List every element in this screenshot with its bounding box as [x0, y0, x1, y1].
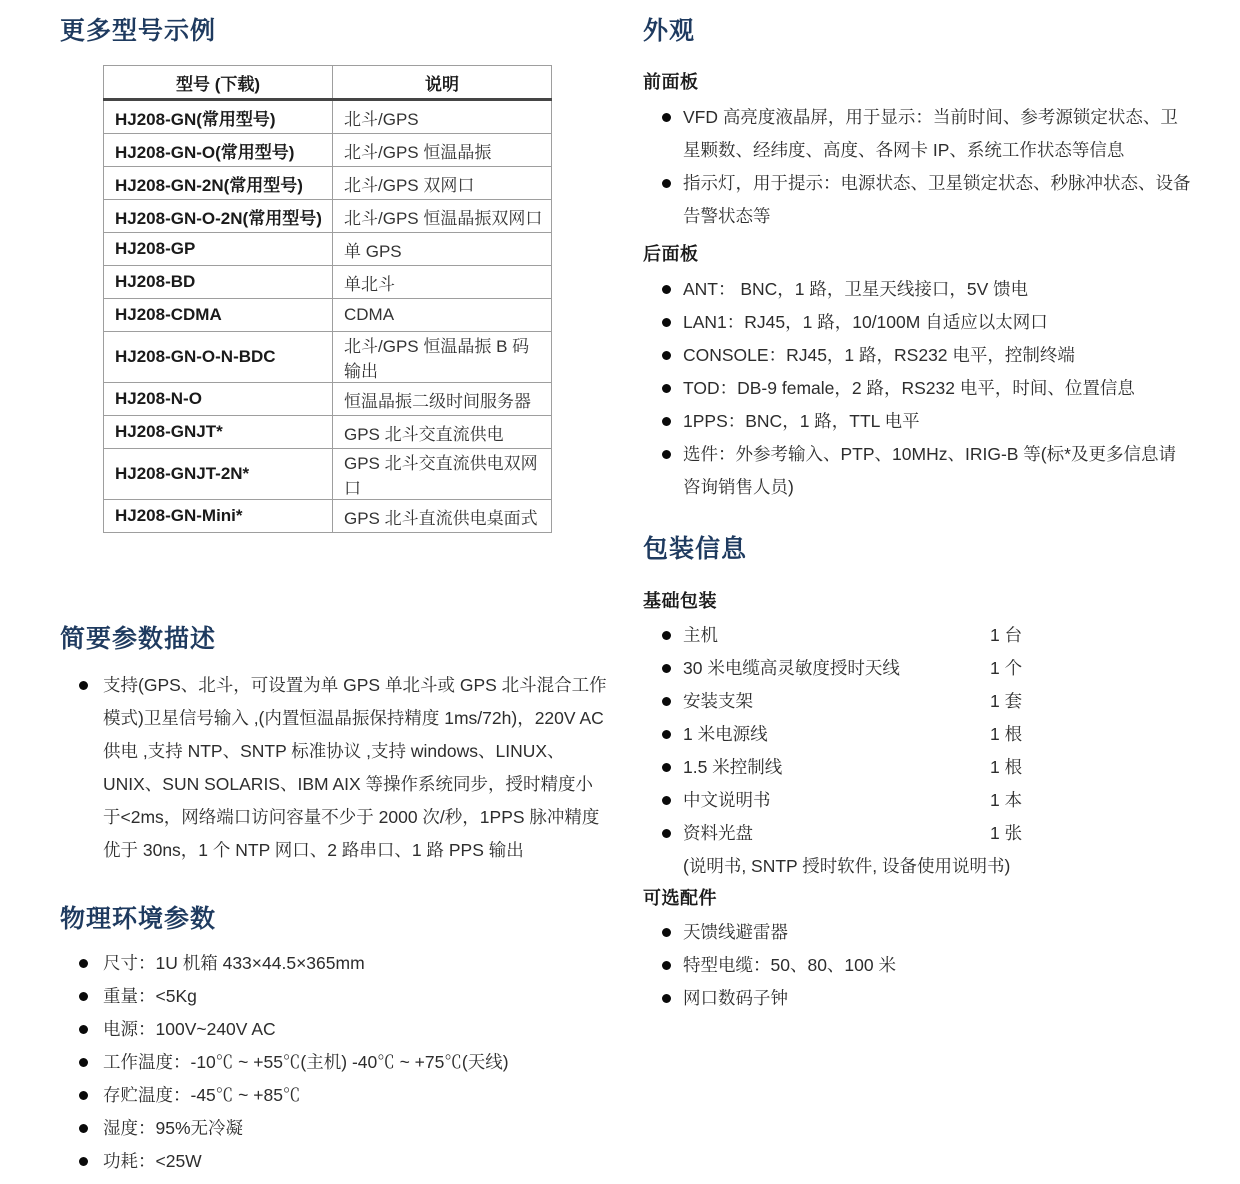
cd-contents-note: (说明书, SNTP 授时软件, 设备使用说明书): [683, 856, 1011, 876]
bullet-item: [60, 947, 625, 980]
table-row: [104, 383, 552, 416]
table-row: [104, 200, 552, 233]
bullet-text: 湿度：95%无冷凝: [103, 1118, 244, 1138]
package-item-quantity: 1 根: [990, 724, 1023, 744]
model-cell: HJ208-GN-O-N-BDC: [104, 332, 333, 383]
bullet-item: [60, 980, 625, 1013]
bullet-text: LAN1：RJ45，1 路，10/100M 自适应以太网口: [683, 312, 1048, 332]
model-desc-cell: 北斗/GPS 恒温晶振: [333, 134, 552, 167]
bullet-item: [643, 438, 1191, 504]
package-item: [643, 817, 1191, 850]
package-item: [643, 685, 1191, 718]
bullet-item: [643, 372, 1191, 405]
model-desc-cell: 北斗/GPS: [333, 100, 552, 134]
table-row: [104, 233, 552, 266]
bullet-text: 1PPS：BNC，1 路，TTL 电平: [683, 411, 920, 431]
table-row: [104, 299, 552, 332]
package-item: [643, 718, 1191, 751]
right-column: [643, 12, 1191, 1178]
package-item-quantity: 1 根: [990, 757, 1023, 777]
models-section-title: 更多型号示例: [60, 17, 217, 45]
table-row: [104, 100, 552, 134]
bullet-item: [643, 916, 1191, 949]
model-cell: HJ208-GN-2N(常用型号): [104, 167, 333, 200]
bullet-text: 选件：外参考输入、PTP、10MHz、IRIG-B 等(标*及更多信息请咨询销售人员): [683, 444, 1176, 497]
models-table: [103, 65, 552, 533]
package-item-quantity: 1 个: [990, 658, 1023, 678]
models-table-header: [104, 66, 552, 100]
bullet-item: [60, 1112, 625, 1145]
bullet-text: 尺寸：1U 机箱 433×44.5×365mm: [103, 953, 365, 973]
package-item: [643, 619, 1191, 652]
bullet-text: 天馈线避雷器: [683, 922, 788, 942]
optional-accessories-list: [643, 916, 1191, 1015]
appearance-title: 外观: [643, 17, 696, 45]
bullet-item: [643, 339, 1191, 372]
model-cell: HJ208-GP: [104, 233, 333, 266]
model-desc-cell: 北斗/GPS 恒温晶振双网口: [333, 200, 552, 233]
bullet-item: [643, 273, 1191, 306]
models-table-header-desc: 说明: [333, 66, 552, 100]
package-item-quantity: 1 本: [990, 790, 1023, 810]
optional-accessories-title: 可选配件: [643, 888, 717, 908]
packaging-title: 包装信息: [643, 535, 748, 563]
bullet-text: 电源：100V~240V AC: [103, 1019, 276, 1039]
package-item-quantity: 1 套: [990, 691, 1023, 711]
package-item: [643, 652, 1191, 685]
model-desc-cell: 单 GPS: [333, 233, 552, 266]
bullet-item: [643, 167, 1191, 233]
rear-panel-list: [643, 273, 1191, 504]
bullet-text: 重量：<5Kg: [103, 986, 197, 1006]
package-item-name: 资料光盘: [683, 823, 753, 843]
package-item-name: 中文说明书: [683, 790, 771, 810]
model-desc-cell: GPS 北斗交直流供电: [333, 416, 552, 449]
brief-params-title: 简要参数描述: [60, 625, 217, 653]
basic-packaging-list: [643, 619, 1191, 850]
model-cell: HJ208-N-O: [104, 383, 333, 416]
bullet-text: 功耗：<25W: [103, 1151, 202, 1171]
model-desc-cell: 北斗/GPS 双网口: [333, 167, 552, 200]
package-item-quantity: 1 台: [990, 625, 1023, 645]
table-row: [104, 416, 552, 449]
models-table-body: [104, 100, 552, 533]
table-row: [104, 134, 552, 167]
model-cell: HJ208-GN(常用型号): [104, 100, 333, 134]
bullet-item: [60, 669, 608, 867]
model-desc-cell: GPS 北斗交直流供电双网口: [333, 449, 552, 500]
front-panel-title: 前面板: [643, 72, 699, 92]
bullet-text: TOD：DB-9 female，2 路，RS232 电平，时间、位置信息: [683, 378, 1135, 398]
bullet-text: 网口数码子钟: [683, 988, 788, 1008]
models-section: [60, 15, 625, 533]
model-desc-cell: GPS 北斗直流供电桌面式: [333, 500, 552, 533]
model-desc-cell: CDMA: [333, 299, 552, 332]
brief-params-list: [60, 669, 608, 867]
physical-env-list: [60, 947, 625, 1178]
model-cell: HJ208-CDMA: [104, 299, 333, 332]
model-desc-cell: 恒温晶振二级时间服务器: [333, 383, 552, 416]
bullet-item: [643, 101, 1191, 167]
model-cell: HJ208-GN-O(常用型号): [104, 134, 333, 167]
packaging-section: [643, 533, 1191, 1015]
table-row: [104, 266, 552, 299]
table-row: [104, 332, 552, 383]
package-item-quantity: 1 张: [990, 823, 1023, 843]
bullet-text: CONSOLE：RJ45，1 路，RS232 电平，控制终端: [683, 345, 1075, 365]
bullet-text: ANT： BNC，1 路，卫星天线接口，5V 馈电: [683, 279, 1029, 299]
model-cell: HJ208-GN-O-2N(常用型号): [104, 200, 333, 233]
bullet-item: [60, 1013, 625, 1046]
bullet-text: 指示灯，用于提示：电源状态、卫星锁定状态、秒脉冲状态、设备告警状态等: [683, 173, 1191, 226]
bullet-item: [643, 405, 1191, 438]
table-row: [104, 500, 552, 533]
brief-params-section: [60, 623, 625, 867]
model-desc-cell: 北斗/GPS 恒温晶振 B 码输出: [333, 332, 552, 383]
basic-packaging-title: 基础包装: [643, 591, 717, 611]
model-desc-cell: 单北斗: [333, 266, 552, 299]
models-table-header-row: [104, 66, 552, 100]
bullet-text: VFD 高亮度液晶屏，用于显示：当前时间、参考源锁定状态、卫星颗数、经纬度、高度、各网卡 IP、系统工作状态等信息: [683, 107, 1178, 160]
model-cell: HJ208-GNJT-2N*: [104, 449, 333, 500]
physical-env-title: 物理环境参数: [60, 905, 217, 933]
model-cell: HJ208-GNJT*: [104, 416, 333, 449]
bullet-item: [643, 982, 1191, 1015]
appearance-section: [643, 15, 1191, 504]
bullet-item: [643, 949, 1191, 982]
bullet-item: [60, 1046, 625, 1079]
bullet-text: 支持(GPS、北斗，可设置为单 GPS 单北斗或 GPS 北斗混合工作模式)卫星信号输入 ,(内置恒温晶振保持精度 1ms/72h)，220V AC 供电 ,支持 NTP、SNTP 标准协议 ,支持 windows、LINUX、UNIX、SUN SOLARIS、IBM AIX 等操作系统同步，授时精度小于<2ms，网络端口访问容量不少于 2000 次/秒，1PPS 脉冲精度优于 30ns，1 个 NTP 网口、2 路串口、1 路 PPS 输出: [103, 675, 607, 860]
table-row: [104, 167, 552, 200]
bullet-text: 工作温度：-10℃ ~ +55℃(主机) -40℃ ~ +75℃(天线): [103, 1052, 509, 1072]
package-item-name: 30 米电缆高灵敏度授时天线: [683, 658, 900, 678]
package-item: [643, 751, 1191, 784]
bullet-item: [60, 1145, 625, 1178]
package-item: [643, 784, 1191, 817]
bullet-item: [643, 306, 1191, 339]
table-row: [104, 449, 552, 500]
physical-env-section: [60, 903, 625, 1178]
model-cell: HJ208-BD: [104, 266, 333, 299]
left-column: [60, 12, 625, 1178]
package-item-name: 安装支架: [683, 691, 753, 711]
rear-panel-title: 后面板: [643, 244, 699, 264]
package-item-name: 主机: [683, 625, 718, 645]
bullet-item: [60, 1079, 625, 1112]
bullet-text: 特型电缆：50、80、100 米: [683, 955, 896, 975]
front-panel-list: [643, 101, 1191, 233]
package-item-name: 1 米电源线: [683, 724, 768, 744]
models-table-header-model: 型号 (下载): [104, 66, 333, 100]
model-cell: HJ208-GN-Mini*: [104, 500, 333, 533]
package-item-name: 1.5 米控制线: [683, 757, 783, 777]
bullet-text: 存贮温度：-45℃ ~ +85℃: [103, 1085, 301, 1105]
